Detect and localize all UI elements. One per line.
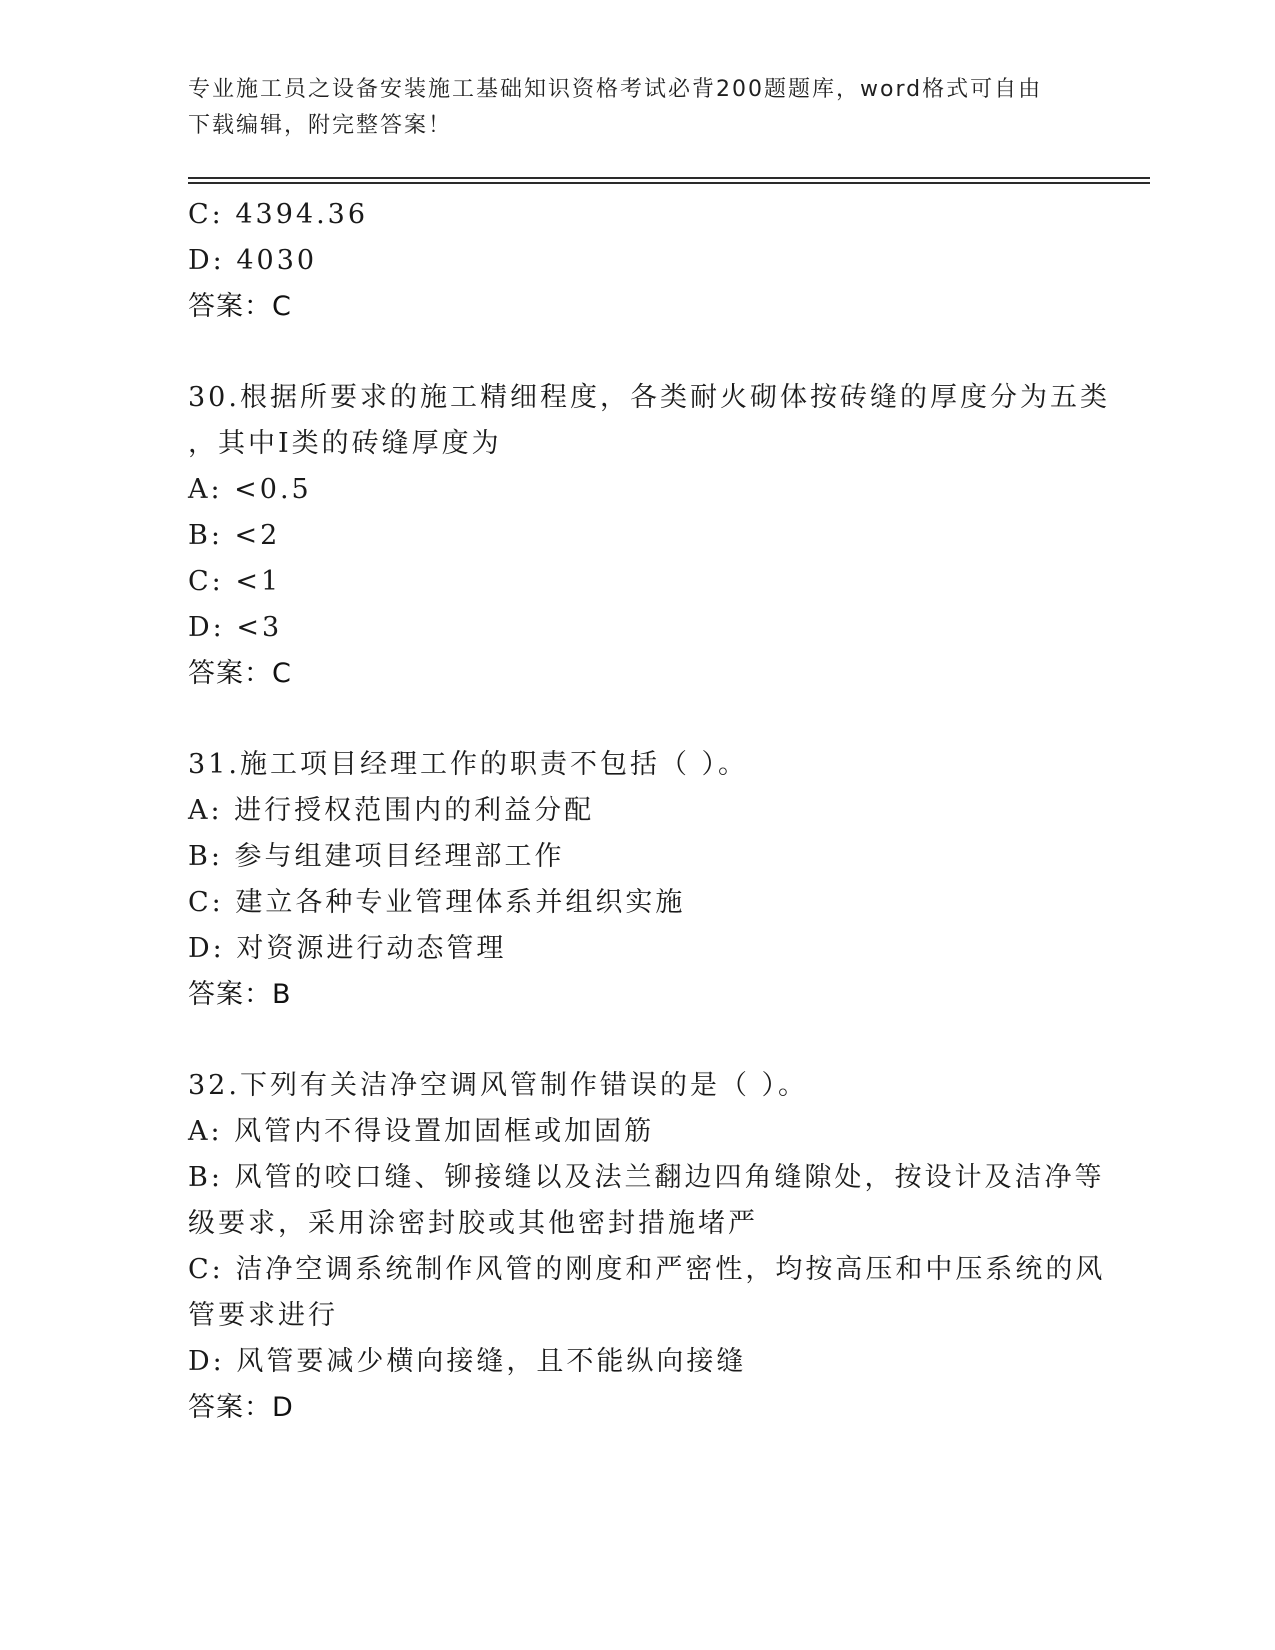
question-32 bbox=[188, 1063, 1106, 1431]
option-c: C: 建立各种专业管理体系并组织实施 bbox=[188, 887, 686, 918]
question-30 bbox=[188, 375, 1110, 697]
option-d: D: <3 bbox=[188, 612, 283, 643]
option-a: A: <0.5 bbox=[188, 474, 312, 505]
option-d: D: 4030 bbox=[188, 245, 318, 276]
option-b: B: <2 bbox=[188, 520, 281, 551]
spacer bbox=[188, 1018, 1088, 1063]
option-c: C: 洁净空调系统制作风管的刚度和严密性，均按高压和中压系统的风 bbox=[188, 1254, 1106, 1285]
question-29-continued bbox=[188, 192, 1088, 330]
option-b: B: 风管的咬口缝、铆接缝以及法兰翻边四角缝隙处，按设计及洁净等 bbox=[188, 1162, 1105, 1193]
question-31 bbox=[188, 742, 1088, 1018]
header-divider-top bbox=[188, 177, 1150, 179]
option-c-continued: 管要求进行 bbox=[188, 1300, 338, 1331]
option-b-continued: 级要求，采用涂密封胶或其他密封措施堵严 bbox=[188, 1208, 758, 1239]
header-divider-bottom bbox=[188, 182, 1150, 184]
answer-29: 答案：C bbox=[188, 291, 292, 322]
answer-30: 答案：C bbox=[188, 658, 292, 689]
header-line-1: 专业施工员之设备安装施工基础知识资格考试必背200题题库，word格式可自由 bbox=[188, 77, 1043, 102]
spacer bbox=[188, 697, 1088, 742]
option-d: D: 对资源进行动态管理 bbox=[188, 933, 507, 964]
question-stem: 31.施工项目经理工作的职责不包括（ ）。 bbox=[188, 749, 749, 780]
spacer bbox=[188, 330, 1088, 375]
question-stem: 32.下列有关洁净空调风管制作错误的是（ ）。 bbox=[188, 1070, 809, 1101]
question-content bbox=[188, 192, 1110, 1431]
option-a: A: 进行授权范围内的利益分配 bbox=[188, 795, 595, 826]
option-b: B: 参与组建项目经理部工作 bbox=[188, 841, 565, 872]
answer-32: 答案：D bbox=[188, 1392, 294, 1423]
question-stem: 30.根据所要求的施工精细程度，各类耐火砌体按砖缝的厚度分为五类 bbox=[188, 382, 1110, 413]
option-d: D: 风管要减少横向接缝，且不能纵向接缝 bbox=[188, 1346, 747, 1377]
option-c: C: <1 bbox=[188, 566, 282, 597]
header-line-2: 下载编辑，附完整答案！ bbox=[188, 113, 453, 138]
option-c: C: 4394.36 bbox=[188, 199, 369, 230]
document-header bbox=[188, 72, 1068, 144]
question-stem: ，其中Ⅰ类的砖缝厚度为 bbox=[188, 428, 502, 459]
option-a: A: 风管内不得设置加固框或加固筋 bbox=[188, 1116, 655, 1147]
answer-31: 答案：B bbox=[188, 979, 292, 1010]
